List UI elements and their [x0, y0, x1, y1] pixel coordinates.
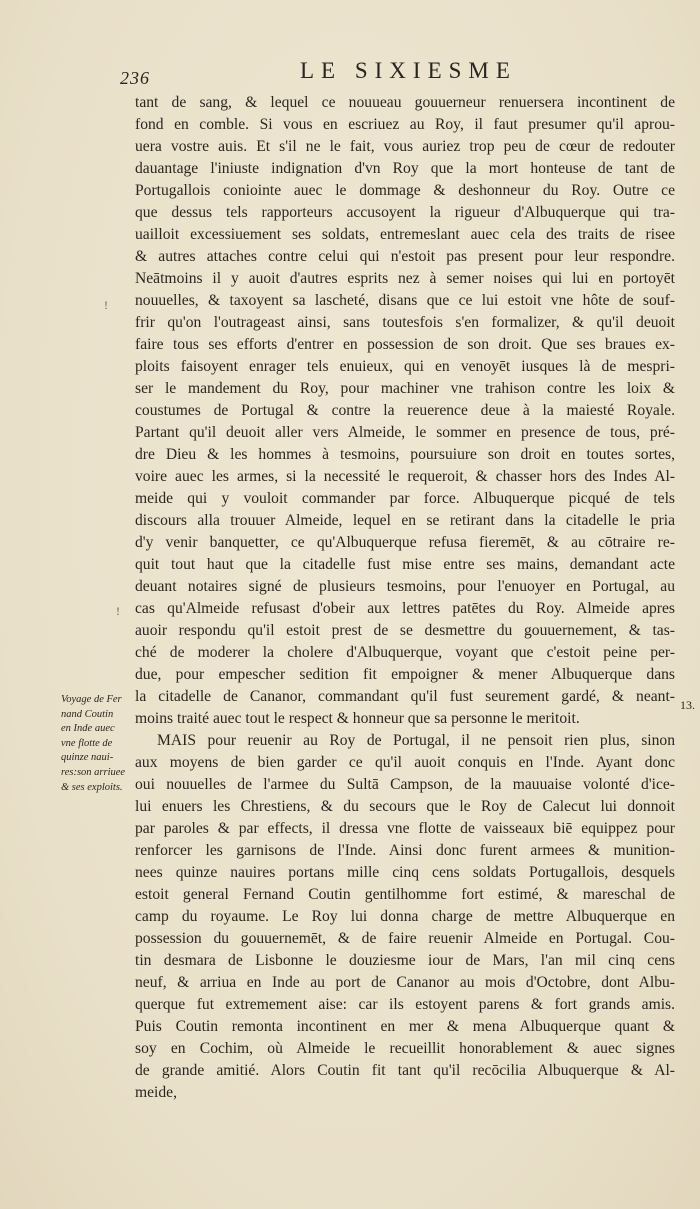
section-number: 13.: [680, 698, 695, 712]
text-line: meide qui y vouloit commander par force. Albuquerque picqué de tels: [135, 490, 675, 507]
text-line: frir qu'on l'outrageast ainsi, sans toutesfois s'en formalizer, & qu'il deuoit: [135, 314, 675, 331]
text-line: tant de sang, & lequel ce nouueau gouuerneur renuersera incontinent de: [135, 94, 675, 111]
text-line: Neātmoins il y auoit d'autres esprits nez à semer noises qui lui en portoyēt: [135, 270, 675, 287]
text-line: de grande amitié. Alors Coutin fit tant qu'il recōcilia Albuquerque & Al-: [135, 1062, 675, 1079]
marginal-note-line: res:son arriuee: [61, 766, 126, 778]
text-line: ploits faisoyent enrager tels enuieux, qui en venoyēt iusques là de mespri-: [135, 358, 675, 375]
text-line: soy en Cochim, où Almeide le recueillit honorablement & auec signes: [135, 1040, 675, 1057]
text-line: dre Dieu & les hommes à tesmoins, poursuiure son droit en toutes sortes,: [135, 446, 675, 463]
marginal-note-line: vne flotte de: [61, 737, 113, 749]
text-line: moins traité auec tout le respect & honneur que sa personne le meritoit.: [135, 710, 580, 727]
text-line: ché de moderer la cholere d'Albuquerque, voyant que c'estoit peine per-: [135, 644, 675, 661]
marginal-note-line: Voyage de Fer: [61, 694, 122, 705]
text-line: uera vostre auis. Et s'il ne le fait, vous auriez trop peu de cœur de redouter: [135, 138, 675, 155]
text-line: aux moyens de bien garder ce qu'il auoit conquis en l'Inde. Ayant donc: [135, 754, 675, 771]
text-line: meide,: [135, 1084, 177, 1101]
marginal-note-line: & ses exploits.: [61, 781, 123, 793]
text-line: que dessus tels rapporteurs accusoyent la rigueur d'Albuquerque qui tra-: [135, 204, 675, 221]
text-line: faire tous ses efforts d'entrer en possession de son droit. Que ses braues ex-: [135, 336, 675, 353]
text-line: discours alla trouuer Almeide, lequel en se retirant dans la citadelle le pria: [135, 512, 675, 529]
page-number: 236: [120, 68, 150, 88]
stray-mark: !: [116, 604, 120, 618]
text-line: MAIS pour reuenir au Roy de Portugal, il ne pensoit rien plus, sinon: [157, 732, 675, 749]
running-title: LE SIXIESME: [300, 58, 517, 83]
text-line: nees quinze nauires portans mille cinq cens soldats Portugallois, desquels: [135, 864, 675, 881]
body-text: [135, 92, 675, 1104]
text-line: lui enuers les Chrestiens, & du secours que le Roy de Calecut lui donnoit: [135, 798, 675, 815]
text-line: neuf, & arriua en Inde au port de Cananor au mois d'Octobre, dont Albu-: [135, 974, 675, 991]
text-line: estoit general Fernand Coutin gentilhomme fort estimé, & mareschal de: [135, 886, 675, 903]
marginal-note-line: quinze naui-: [61, 752, 114, 764]
text-line: d'y venir banquetter, ce qu'Albuquerque refusa fieremēt, & au cōtraire re-: [135, 534, 675, 551]
text-line: uailloit excessiuement ses soldats, entremeslant auec cela des traits de risee: [135, 226, 675, 243]
text-line: fond en comble. Si vous en escriuez au Roy, il faut presumer qu'il aprou-: [135, 116, 675, 133]
text-line: camp du royaume. Le Roy lui donna charge de mettre Albuquerque en: [135, 908, 675, 925]
text-line: cas qu'Almeide refusast d'obeir aux lettres patētes du Roy. Almeide apres: [135, 600, 675, 617]
text-line: la citadelle de Cananor, commandant qu'il fust seurement gardé, & neant-: [135, 688, 675, 705]
marginal-note: [61, 693, 137, 795]
text-line: nouuelles, & taxoyent sa lascheté, disans que ce lui estoit vne hôte de souf-: [135, 292, 675, 309]
text-line: & autres attaches contre celui qui n'estoit pas present pour leur respondre.: [135, 248, 675, 265]
marginal-note-line: nand Coutin: [61, 708, 114, 720]
text-line: voire auec les armes, si la necessité le requeroit, & chasser hors des Indes Al-: [135, 468, 675, 485]
text-line: par paroles & par effects, il dressa vne flotte de vaisseaux biē equippez pour: [135, 820, 675, 837]
text-line: auoir respondu qu'il estoit prest de se desmettre du gouuernement, & tas-: [135, 622, 675, 639]
text-line: due, pour empescher sedition fit empoigner & mener Albuquerque dans: [135, 666, 675, 683]
text-line: oui nouuelles de l'armee du Sultā Campson, de la mauuaise volonté d'ice-: [135, 776, 675, 793]
text-line: tin desmara de Lisbonne le douziesme iour de Mars, l'an mil cinq cens: [135, 952, 675, 969]
marginal-note-line: en Inde auec: [61, 723, 115, 735]
stray-mark: !: [104, 298, 108, 312]
text-line: ser le mandement du Roy, pour machiner vne trahison contre les loix &: [135, 380, 675, 397]
text-line: quit tout haut que la citadelle fust mise entre ses mains, demandant acte: [135, 556, 675, 573]
text-line: deuant notaires signé de plusieurs tesmoins, pour l'enuoyer en Portugal, au: [135, 578, 675, 595]
text-line: querque fut extremement aise: car ils estoyent parens & fort grands amis.: [135, 996, 675, 1013]
text-line: coustumes de Portugal & contre la reuerence deue à la maiesté Royale.: [135, 402, 675, 419]
text-line: Puis Coutin remonta incontinent en mer & mena Albuquerque quant &: [135, 1018, 675, 1035]
text-line: renforcer les garnisons de l'Inde. Ainsi donc furent armees & munition-: [135, 842, 675, 859]
text-line: possession du gouuernemēt, & de faire reuenir Almeide en Portugal. Cou-: [135, 930, 675, 947]
text-line: Portugallois coniointe auec le dommage & deshonneur du Roy. Outre ce: [135, 182, 675, 199]
text-line: Partant qu'il deuoit aller vers Almeide, le sommer en presence de tous, pré-: [135, 424, 675, 441]
text-line: dauantage l'iniuste indignation d'vn Roy que la mort honteuse de tant de: [135, 160, 675, 177]
